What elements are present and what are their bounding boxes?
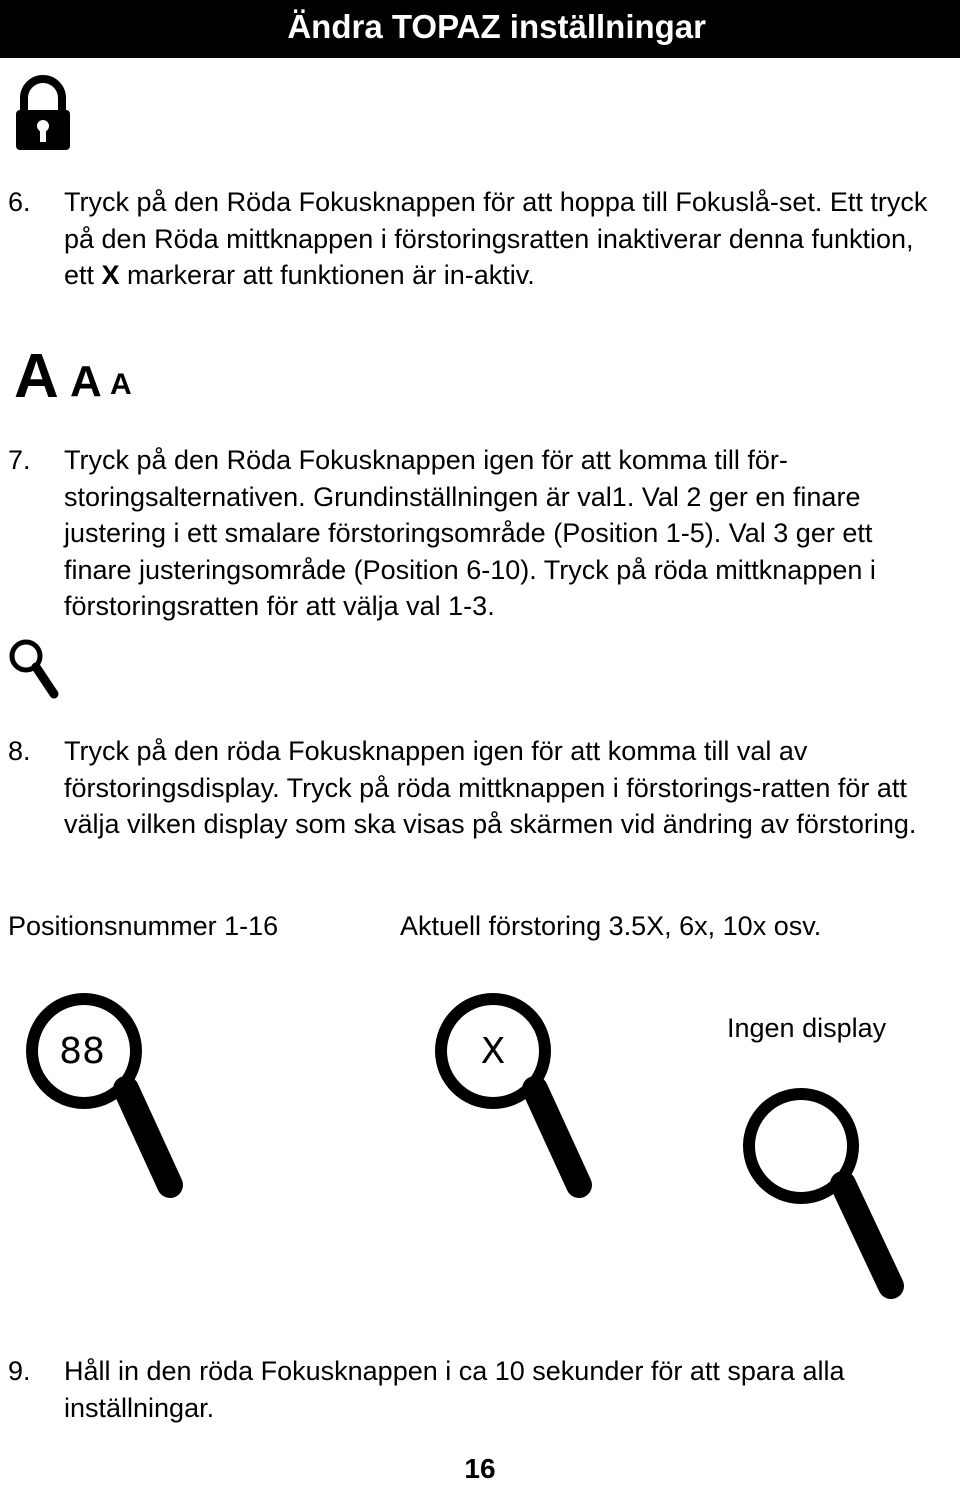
page-title: Ändra TOPAZ inställningar <box>287 8 706 45</box>
instruction-8 <box>8 733 938 843</box>
magnifier-position-number-icon <box>18 985 188 1215</box>
instruction-text: Tryck på den Röda Fokusknappen igen för att komma till för-storingsalternativen. Grundinställningen är val1. Val 2 ger en finare justering i ett smalare förstoringsområde (Position 1-5). Val 3 ger ett finare justeringsområde (Position 6-10). Tryck på röda mittknappen i förstoringsratten för att välja val 1-3. <box>64 445 876 621</box>
instruction-number: 8. <box>8 736 31 766</box>
instruction-number: 9. <box>8 1356 31 1386</box>
magnifier-no-display-icon <box>735 1080 925 1316</box>
instruction-text: Tryck på den Röda Fokusknappen för att hoppa till Fokuslå-set. Ett tryck på den Röda mittknappen i förstoringsratten inaktiverar denna funktion, ett X markerar att funktionen är in-aktiv. <box>64 187 928 290</box>
caption-position-number: Positionsnummer 1-16 <box>8 911 279 941</box>
x-marker: X <box>101 260 120 290</box>
instruction-6 <box>8 184 938 294</box>
instruction-7 <box>8 442 938 625</box>
instruction-text: Håll in den röda Fokusknappen i ca 10 sekunder för att spara alla inställningar. <box>64 1356 845 1423</box>
instruction-number: 6. <box>8 187 31 217</box>
caption-no-display: Ingen display <box>727 1013 887 1043</box>
page-header <box>0 0 960 58</box>
instruction-text: Tryck på den röda Fokusknappen igen för att komma till val av förstoringsdisplay. Tryck på röda mittknappen i förstorings-ratten för att välja vilken display som ska visas på skärmen vid ändring av förstoring. <box>64 736 917 839</box>
caption-current-magnification: Aktuell förstoring 3.5X, 6x, 10x osv. <box>400 911 822 941</box>
glass-label-x: X <box>480 1031 506 1072</box>
glass-label-88: 88 <box>59 1031 105 1072</box>
page-number: 16 <box>464 1453 496 1484</box>
magnifier-icon <box>6 636 62 702</box>
instruction-9 <box>8 1353 938 1426</box>
lock-icon <box>6 68 80 162</box>
magnifier-magnification-icon <box>425 985 595 1215</box>
text-size-icon: A A A <box>14 342 132 411</box>
instruction-number: 7. <box>8 445 31 475</box>
